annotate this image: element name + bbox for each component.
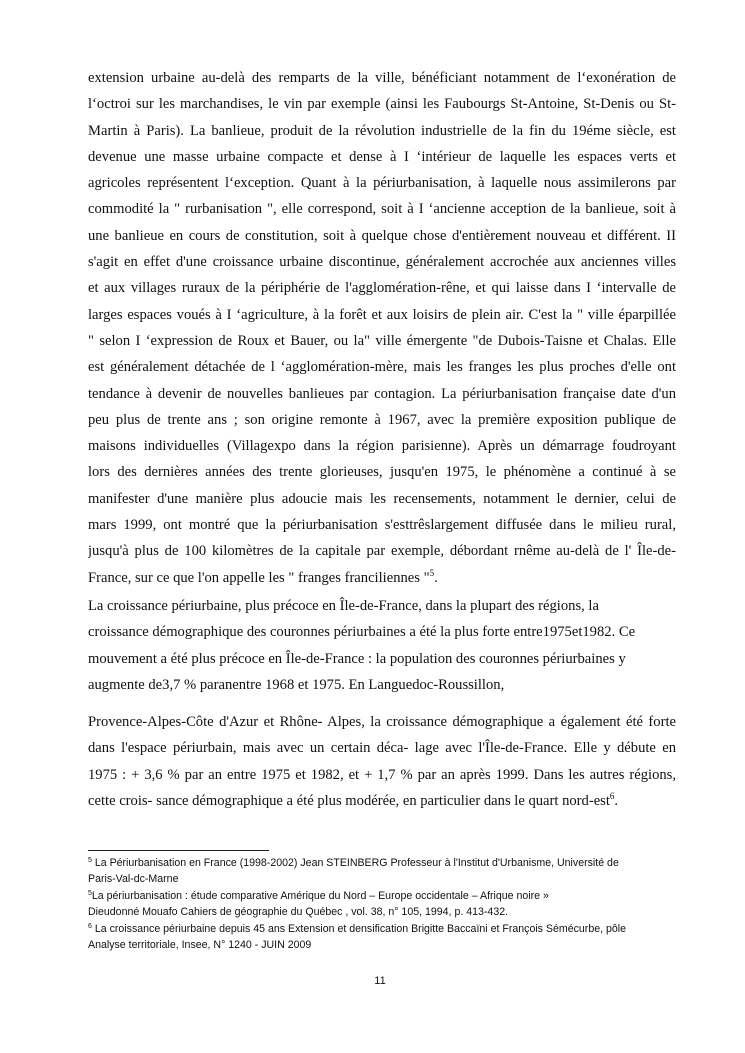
text-line [88, 937, 688, 953]
line-text: mars 1999, ont montré que la périurbanisation s'esttrêslargement diffusée dans le milieu rural, [88, 517, 676, 534]
text-line [88, 538, 676, 564]
text-line [88, 118, 676, 144]
line-text: La croissance périurbaine, plus précoce en Île-de-France, dans la plupart des régions, la [88, 598, 599, 614]
line-text: extension urbaine au-delà des remparts de la ville, bénéficiant notamment de l‘exonération de [88, 70, 676, 86]
text-line [88, 593, 676, 619]
text-line [88, 855, 688, 871]
line-text: agricoles représentent l‘exception. Quant à la périurbanisation, à laquelle nous assimilerons par [88, 175, 676, 192]
line-text: La Périurbanisation en France (1998-2002) Jean STEINBERG Professeur à l'Institut d'Urbanisme, Université de [91, 857, 619, 869]
line-text: est généralement détachée de l ‘agglomération-mère, mais les franges les plus proches d'elle ont [88, 359, 676, 376]
line-text: Martin à Paris). La banlieue, produit de la révolution industrielle de la fin du 19éme siècle, est [88, 122, 676, 139]
text-line [88, 788, 676, 814]
line-text: 1975 : + 3,6 % par an entre 1975 et 1982, et + 1,7 % par an après 1999. Dans les autres régions, [88, 766, 676, 783]
text-line [88, 196, 676, 222]
paragraph-1 [88, 65, 676, 591]
line-text: manifester d'une manière plus adoucie mais les recensements, notamment le dernier, celui de [88, 490, 676, 507]
line-text: France, sur ce que l'on appelle les " franges franciliennes " [88, 569, 430, 586]
line-text: commodité la " rurbanisation ", elle correspond, soit à I ‘ancienne acception de la banlieue, soit à [88, 201, 676, 218]
paragraph-3 [88, 709, 676, 814]
text-line [88, 888, 688, 904]
line-text: une banlieue en cours de constitution, soit à quelque chose d'entièrement nouveau et différent. II [88, 227, 676, 244]
footnotes [88, 855, 688, 953]
text-line [88, 144, 676, 170]
text-line [88, 486, 676, 512]
footnote-marker: 5 [88, 889, 92, 897]
footnote-reference[interactable]: 5 [429, 567, 435, 578]
text-line [88, 170, 676, 196]
line-text: l‘octroi sur les marchandises, le vin par exemple (ainsi les Faubourgs St-Antoine, St-Denis ou St- [88, 96, 676, 113]
text-line [88, 354, 676, 380]
line-text: jusqu'à plus de 100 kilomètres de la capitale par exemple, débordant rnême au-delà de l' Île-de- [88, 543, 676, 560]
text-line [88, 735, 676, 761]
text-line [88, 762, 676, 788]
text-line [88, 65, 676, 91]
line-text: peu plus de trente ans ; son origine remonte à 1967, avec la première exposition publique de [88, 411, 676, 428]
text-line [88, 709, 676, 735]
line-text: et aux villages ruraux de la périphérie de l'agglomération-rêne, et qui laisse dans I ‘intervalle de [88, 280, 676, 297]
line-tail: . [614, 792, 619, 809]
line-text: mouvement a été plus précoce en Île-de-France : la population des couronnes périurbaines y [88, 650, 626, 667]
line-text: s'agit en effet d'une croissance urbaine discontinue, généralement accrochée aux anciennes villes [88, 254, 676, 271]
line-text: Dieudonné Mouafo Cahiers de géographie du Québec , vol. 38, n° 105, 1994, p. 413-432. [88, 906, 509, 919]
line-tail: . [434, 569, 438, 586]
footnote-marker: 6 [88, 922, 92, 930]
line-text: lors des dernières années des trente glorieuses, jusqu'en 1975, le phénomène a continué à se [88, 464, 676, 481]
footnote-reference[interactable]: 6 [609, 790, 615, 801]
text-line [88, 646, 676, 672]
text-line [88, 381, 676, 407]
text-line [88, 512, 676, 538]
line-text: Paris-Val-dc-Marne [88, 873, 179, 886]
line-text: dans l'espace périurbain, mais avec un certain déca- lage avec l'Île-de-France. Elle y débute en [88, 740, 676, 757]
text-line [88, 223, 676, 249]
text-line [88, 275, 676, 301]
line-text: La croissance périurbaine depuis 45 ans Extension et densification Brigitte Baccaïni et François Sémécurbe, pôle [91, 922, 627, 935]
text-line [88, 871, 688, 887]
text-line [88, 407, 676, 433]
text-line [88, 565, 676, 591]
text-line [88, 619, 676, 645]
line-text: La périurbanisation : étude comparative Amérique du Nord – Europe occidentale – Afrique noire » [91, 889, 549, 902]
page-number: 11 [374, 975, 386, 987]
line-text: devenue une masse urbaine compacte et dense à I ‘intérieur de laquelle les espaces verts et [88, 148, 676, 165]
text-line [88, 459, 676, 485]
text-line [88, 328, 676, 354]
line-text: larges espaces voués à I ‘agriculture, à la forêt et aux loisirs de plein air. C'est la " ville éparpillée [88, 306, 676, 323]
line-text: Provence-Alpes-Côte d'Azur et Rhône- Alpes, la croissance démographique a également été forte [88, 714, 676, 730]
text-line [88, 672, 676, 698]
line-text: tendance à devenir de nouvelles banlieues par contagion. La périurbanisation française date d'un [88, 385, 676, 402]
footnote-marker: 5 [88, 857, 92, 864]
line-text: Analyse territoriale, Insee, N° 1240 - JUIN 2009 [88, 938, 312, 951]
line-text: maisons individuelles (Villagexpo dans la région parisienne). Après un démarrage foudroyant [88, 438, 676, 455]
footnote-separator [88, 850, 269, 851]
line-text: augmente de3,7 % paranentre 1968 et 1975. En Languedoc-Roussillon, [88, 676, 505, 693]
text-line [88, 249, 676, 275]
text-line [88, 904, 688, 920]
text-line [88, 433, 676, 459]
text-line [88, 302, 676, 328]
text-line [88, 921, 688, 937]
line-text: " selon I ‘expression de Roux et Bauer, ou la" ville émergente "de Dubois-Taisne et Chalas. Elle [88, 332, 676, 349]
paragraph-2 [88, 593, 676, 698]
text-line [88, 91, 676, 117]
line-text: cette crois- sance démographique a été plus modérée, en particulier dans le quart nord-est [88, 792, 610, 809]
line-text: croissance démographique des couronnes périurbaines a été la plus forte entre1975et1982. Ce [88, 624, 636, 641]
